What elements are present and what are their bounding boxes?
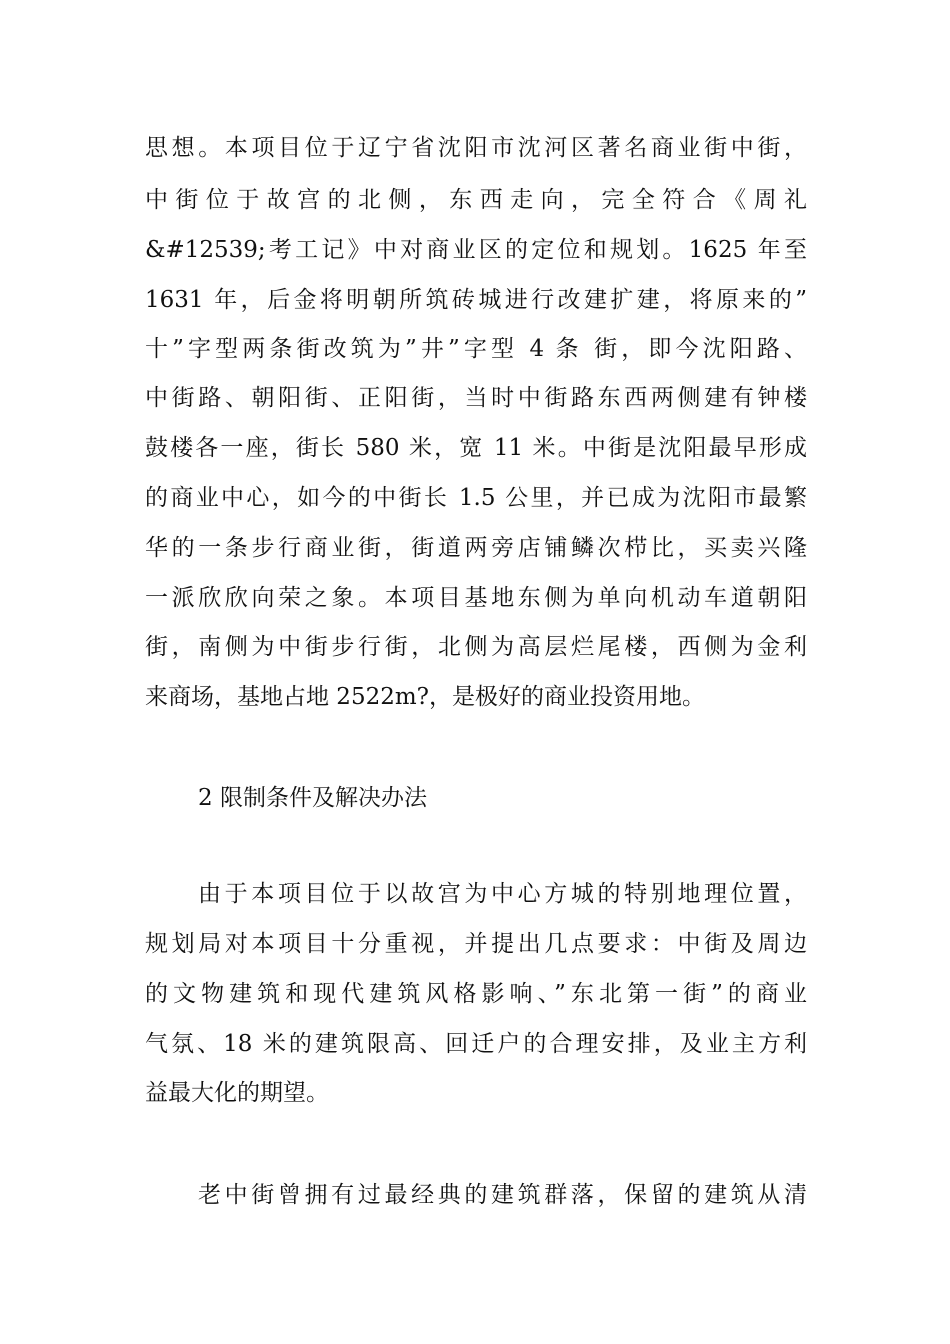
paragraph-2-line-5: 益最大化的期望。 [145,1080,329,1106]
paragraph-2-line-2: 规划局对本项目十分重视，并提出几点要求：中街及周边 [145,931,807,957]
paragraph-1-line-7: 鼓楼各一座，街长 580 米，宽 11 米。中街是沈阳最早形成 [145,435,807,461]
paragraph-1-line-9: 华的一条步行商业街，街道两旁店铺鳞次栉比，买卖兴隆 [145,535,807,561]
paragraph-2-line-3: 的文物建筑和现代建筑风格影响、”东北第一街”的商业 [145,981,807,1007]
paragraph-1-line-5: 十”字型两条街改筑为”井”字型 4 条 街，即今沈阳路、 [145,336,807,362]
paragraph-1-line-3: &#12539;考工记》中对商业区的定位和规划。1625 年至 [145,237,807,263]
section-heading: 2 限制条件及解决办法 [198,785,427,811]
paragraph-1-line-4: 1631 年，后金将明朝所筑砖城进行改建扩建，将原来的” [145,287,807,313]
paragraph-1-line-1: 思想。本项目位于辽宁省沈阳市沈河区著名商业街中街， [145,135,807,161]
paragraph-1-line-8: 的商业中心，如今的中街长 1.5 公里，并已成为沈阳市最繁 [145,485,807,511]
paragraph-1-line-2: 中街位于故宫的北侧，东西走向，完全符合《周礼 [145,187,807,213]
paragraph-1-line-11: 街，南侧为中街步行街，北侧为高层烂尾楼，西侧为金利 [145,634,807,660]
paragraph-2-line-4: 气氛、18 米的建筑限高、回迁户的合理安排，及业主方利 [145,1031,807,1057]
paragraph-1-line-12: 来商场，基地占地 2522m?，是极好的商业投资用地。 [145,684,705,710]
paragraph-1-line-10: 一派欣欣向荣之象。本项目基地东侧为单向机动车道朝阳 [145,585,807,611]
paragraph-1-line-6: 中街路、朝阳街、正阳街，当时中街路东西两侧建有钟楼 [145,385,807,411]
paragraph-2-line-1: 由于本项目位于以故宫为中心方城的特别地理位置， [198,881,807,907]
paragraph-3-line-1: 老中街曾拥有过最经典的建筑群落，保留的建筑从清 [198,1182,807,1208]
